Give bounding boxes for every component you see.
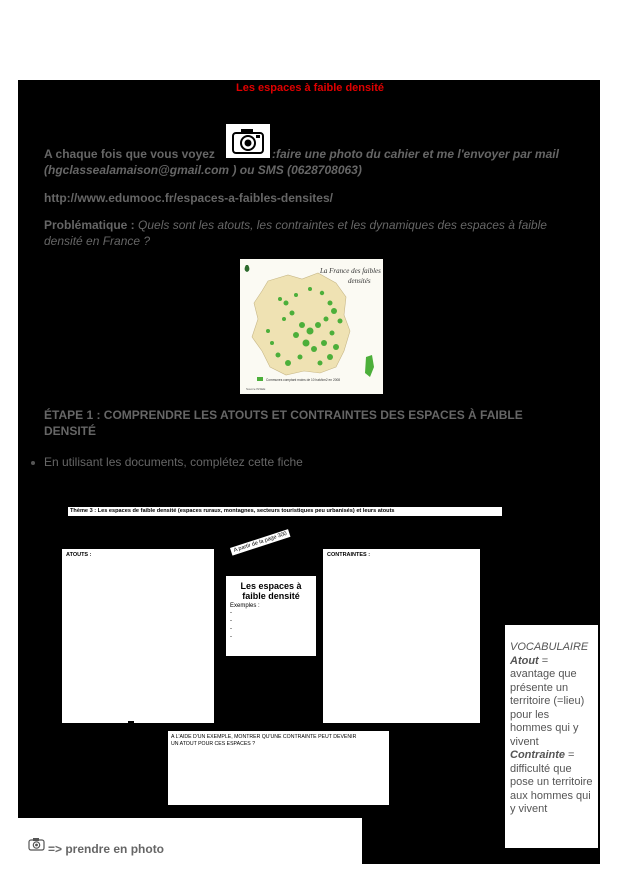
example-dash: - (230, 618, 232, 624)
problem-statement (44, 217, 584, 233)
footer-text: => prendre en photo (48, 842, 165, 856)
example-dash: - (230, 626, 232, 632)
problem-label: Problématique : (44, 218, 135, 232)
theme-text: Thème 3 : Les espaces de faible densité (espaces ruraux, montagnes, secteurs touristiques peu urbanisés) et leurs atouts (70, 508, 395, 514)
atout-term: Atout (510, 654, 539, 667)
exercise-box[interactable] (168, 731, 389, 805)
theme-banner (68, 507, 502, 516)
exercise-question (168, 731, 389, 748)
map-legend-text: Communes comptant moins de 10 hab/km2 en 2008 (266, 378, 341, 382)
vocabulary-heading: VOCABULAIRE (510, 641, 589, 653)
example-dash: - (230, 634, 232, 640)
vocabulary-content (505, 625, 598, 817)
atouts-label: ATOUTS : (66, 552, 92, 558)
camera-icon (226, 124, 270, 158)
bullet-dot (31, 461, 35, 465)
vocabulary-box (505, 625, 598, 848)
page-note-text: A partir de la page 300 (230, 529, 291, 556)
resource-url[interactable]: http://www.edumooc.fr/espaces-a-faibles-densites/ (44, 191, 333, 205)
instruction-prefix: A chaque fois que vous voyez (44, 147, 215, 161)
document-title: Les espaces à faible densité (236, 82, 384, 94)
bullet-text: En utilisant les documents, complétez cette fiche (44, 455, 303, 469)
center-title-line2: faible densité (242, 591, 300, 601)
contrainte-definition: = difficulté que pose un territoire aux hommes qui y vivent (510, 749, 593, 815)
contact-line: (hgclassealamaison@gmail.com ) ou SMS (0628708063) (44, 163, 362, 177)
center-title-line1: Les espaces à (240, 581, 302, 591)
example-list (226, 609, 316, 641)
problem-text: Quels sont les atouts, les contraintes et les dynamiques des espaces à faible (138, 218, 547, 232)
density-map (240, 259, 383, 394)
page-note-box (230, 530, 310, 564)
exercise-line1: A L'AIDE D'UN EXEMPLE, MONTRER QU'UNE CONTRAINTE PEUT DEVENIR (171, 734, 357, 740)
example-dash: - (230, 610, 232, 616)
examples-label: Exemples : (230, 603, 260, 609)
atout-definition: = avantage que présente un territoire (=lieu) pour les hommes qui y vivent (510, 654, 585, 748)
map-title-line1: La France des faibles (320, 267, 381, 275)
center-box (226, 576, 316, 656)
step-title-line2: DENSITÉ (44, 424, 97, 438)
instruction-suffix: :faire une photo du cahier et me l'envoyer par mail (272, 147, 559, 161)
contraintes-label: CONTRAINTES : (327, 552, 371, 558)
arrow-mark (128, 721, 134, 723)
problem-text-continued: densité en France ? (44, 234, 151, 248)
map-source: Source INSEE (246, 387, 266, 391)
atouts-box[interactable] (62, 549, 214, 723)
contrainte-term: Contrainte (510, 749, 565, 761)
center-title (226, 581, 316, 601)
exercise-line2: UN ATOUT POUR CES ESPACES ? (171, 741, 256, 747)
france-map-graphic (240, 259, 383, 394)
contraintes-box[interactable] (323, 549, 480, 723)
step-title-line1: ÉTAPE 1 : COMPRENDRE LES ATOUTS ET CONTRAINTES DES ESPACES À FAIBLE (44, 408, 523, 422)
camera-icon (27, 836, 47, 852)
map-title-line2: densités (348, 277, 371, 285)
footer-box (18, 818, 362, 864)
camera-icon-box (226, 124, 270, 158)
